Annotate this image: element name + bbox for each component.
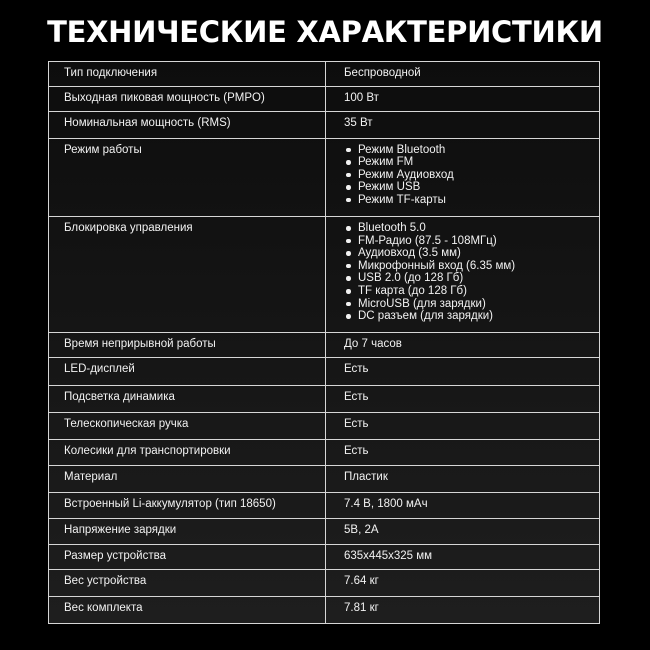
- specs-table: [48, 61, 600, 624]
- spec-value: Есть: [326, 439, 600, 465]
- table-row: [49, 217, 600, 333]
- table-row: [49, 439, 600, 465]
- interface-list: [344, 222, 599, 323]
- table-row: [49, 62, 600, 87]
- page-title: ТЕХНИЧЕСКИЕ ХАРАКТЕРИСТИКИ: [47, 15, 603, 49]
- spec-label: Блокировка управления: [49, 217, 326, 333]
- spec-label: Материал: [49, 465, 326, 492]
- spec-value: Беспроводной: [326, 62, 600, 87]
- spec-label: Режим работы: [49, 138, 326, 217]
- spec-value: 7.64 кг: [326, 570, 600, 596]
- list-item: TF карта (до 128 Гб): [344, 285, 599, 298]
- spec-value: 7.81 кг: [326, 596, 600, 623]
- list-item: USB 2.0 (до 128 Гб): [344, 272, 599, 285]
- spec-value: 35 Вт: [326, 112, 600, 138]
- spec-value: Пластик: [326, 465, 600, 492]
- table-row: [49, 519, 600, 545]
- list-item: Режим Аудиовход: [344, 169, 599, 182]
- list-item: Режим TF-карты: [344, 194, 599, 207]
- spec-label: Тип подключения: [49, 62, 326, 87]
- spec-label: Выходная пиковая мощность (PMPO): [49, 87, 326, 112]
- spec-value: 100 Вт: [326, 87, 600, 112]
- spec-label: Вес устройства: [49, 570, 326, 596]
- spec-label: Телескопическая ручка: [49, 413, 326, 439]
- table-row: [49, 138, 600, 217]
- spec-label: Колесики для транспортировки: [49, 439, 326, 465]
- table-row: [49, 413, 600, 439]
- list-item: FM-Радио (87.5 - 108МГц): [344, 235, 599, 248]
- spec-label: Размер устройства: [49, 545, 326, 570]
- table-row: [49, 358, 600, 386]
- spec-value: 7.4 В, 1800 мАч: [326, 492, 600, 518]
- table-row: [49, 570, 600, 596]
- list-item: Аудиовход (3.5 мм): [344, 247, 599, 260]
- spec-label: Подсветка динамика: [49, 386, 326, 413]
- spec-label: Номинальная мощность (RMS): [49, 112, 326, 138]
- list-item: Режим FM: [344, 156, 599, 169]
- table-row: [49, 87, 600, 112]
- table-row: [49, 386, 600, 413]
- spec-label: LED-дисплей: [49, 358, 326, 386]
- spec-label: Время неприрывной работы: [49, 332, 326, 357]
- list-item: Bluetooth 5.0: [344, 222, 599, 235]
- spec-value: Есть: [326, 358, 600, 386]
- list-item: Режим USB: [344, 181, 599, 194]
- spec-label: Вес комплекта: [49, 596, 326, 623]
- spec-label: Встроенный Li-аккумулятор (тип 18650): [49, 492, 326, 518]
- spec-value-list: [326, 138, 600, 217]
- spec-label: Напряжение зарядки: [49, 519, 326, 545]
- table-row: [49, 492, 600, 518]
- spec-value: До 7 часов: [326, 332, 600, 357]
- list-item: Режим Bluetooth: [344, 144, 599, 157]
- mode-list: [344, 144, 599, 207]
- table-row: [49, 596, 600, 623]
- list-item: MicroUSB (для зарядки): [344, 298, 599, 311]
- table-row: [49, 112, 600, 138]
- list-item: Микрофонный вход (6.35 мм): [344, 260, 599, 273]
- table-row: [49, 545, 600, 570]
- spec-value: Есть: [326, 413, 600, 439]
- spec-value-list: [326, 217, 600, 333]
- spec-value: 635х445х325 мм: [326, 545, 600, 570]
- list-item: DC разъем (для зарядки): [344, 310, 599, 323]
- spec-value: Есть: [326, 386, 600, 413]
- spec-value: 5В, 2А: [326, 519, 600, 545]
- table-row: [49, 465, 600, 492]
- table-row: [49, 332, 600, 357]
